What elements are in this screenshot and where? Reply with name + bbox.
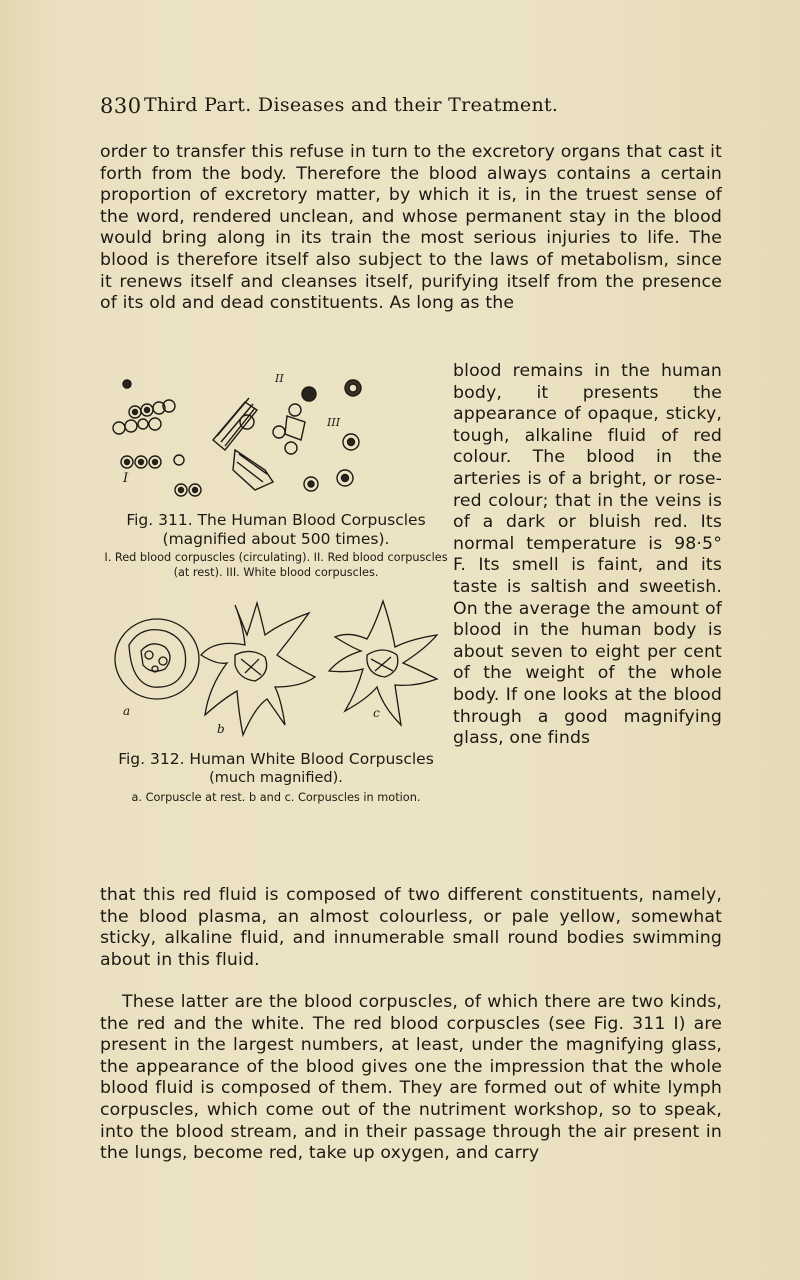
figure-312-illustration xyxy=(105,595,450,750)
figure-312-subtitle: (much magnified). xyxy=(209,770,343,786)
running-title: Third Part. Diseases and their Treatment. xyxy=(144,94,559,116)
figure-311-illustration xyxy=(105,370,450,510)
figure-312-title: Fig. 312. Human White Blood Corpuscles xyxy=(118,750,434,768)
paragraph-4: These latter are the blood corpuscles, of which there are two kinds, the red and the white. The red blood corpuscles (see Fig. 311 I) are present in the largest numbers, at least, under the magnifying glass, the appearance of the blood gives one the impression that the whole blood fluid is composed of them. They are formed out of white lymph corpuscles, which come out of the nutriment workshop, so to speak, into the blood stream, and in their passage through the air present in the lungs, become red, take up oxygen, and carry xyxy=(100,992,722,1164)
white-corpuscle-in-motion-c xyxy=(329,601,437,725)
figure-312-caption xyxy=(95,750,457,788)
white-corpuscle-at-rest xyxy=(115,619,199,699)
label-b: b xyxy=(217,722,225,736)
white-corpuscle-in-motion-b xyxy=(201,603,315,735)
label-iii: III xyxy=(327,416,341,429)
red-corpuscles-at-rest xyxy=(213,387,316,490)
page-header xyxy=(100,94,720,122)
label-i: I xyxy=(123,471,129,486)
figure-311-legend: I. Red blood corpuscles (circulating). II. Red blood corpuscles (at rest). III. White blood corpuscles. xyxy=(104,551,448,579)
paragraph-3: that this red fluid is composed of two different constituents, namely, the blood plasma, an almost colourless, or pale yellow, somewhat sticky, alkaline fluid, and innumerable small round bodies swimming about in this fluid. xyxy=(100,885,722,970)
figure-311-title: Fig. 311. The Human Blood Corpuscles xyxy=(126,511,426,529)
label-a: a xyxy=(123,704,131,718)
page-number: 830 xyxy=(100,94,142,118)
label-c: c xyxy=(373,706,380,720)
figure-311-caption xyxy=(95,511,457,549)
label-ii: II xyxy=(275,372,284,385)
figure-312-legend: a. Corpuscle at rest. b and c. Corpuscles in motion. xyxy=(131,791,421,804)
paragraph-2-wrapped: blood remains in the human body, it presents the appearance of opaque, sticky, tough, alkaline fluid of red colour. The blood in the arteries is of a bright, or rose-red colour; that in the veins is of a dark or bluish red. Its normal temperature is 98·5° F. Its smell is faint, and its taste is saltish and sweetish. On the average the amount of blood in the human body is about seven to eight per cent of the weight of the whole body. If one looks at the blood through a good magnifying glass, one finds xyxy=(453,361,722,749)
paragraph-1: order to transfer this refuse in turn to the excretory organs that cast it forth from the body. Therefore the blood always contains a certain proportion of excretory matter, by which it is, in the truest sense of the word, rendered unclean, and whose permanent stay in the blood would bring along in its train the most serious injuries to life. The blood is therefore itself also subject to the laws of metabolism, since it renews itself and cleanses itself, purifying itself from the presence of its old and dead constituents. As long as the xyxy=(100,142,722,314)
figure-311-subtitle: (magnified about 500 times). xyxy=(162,530,390,548)
